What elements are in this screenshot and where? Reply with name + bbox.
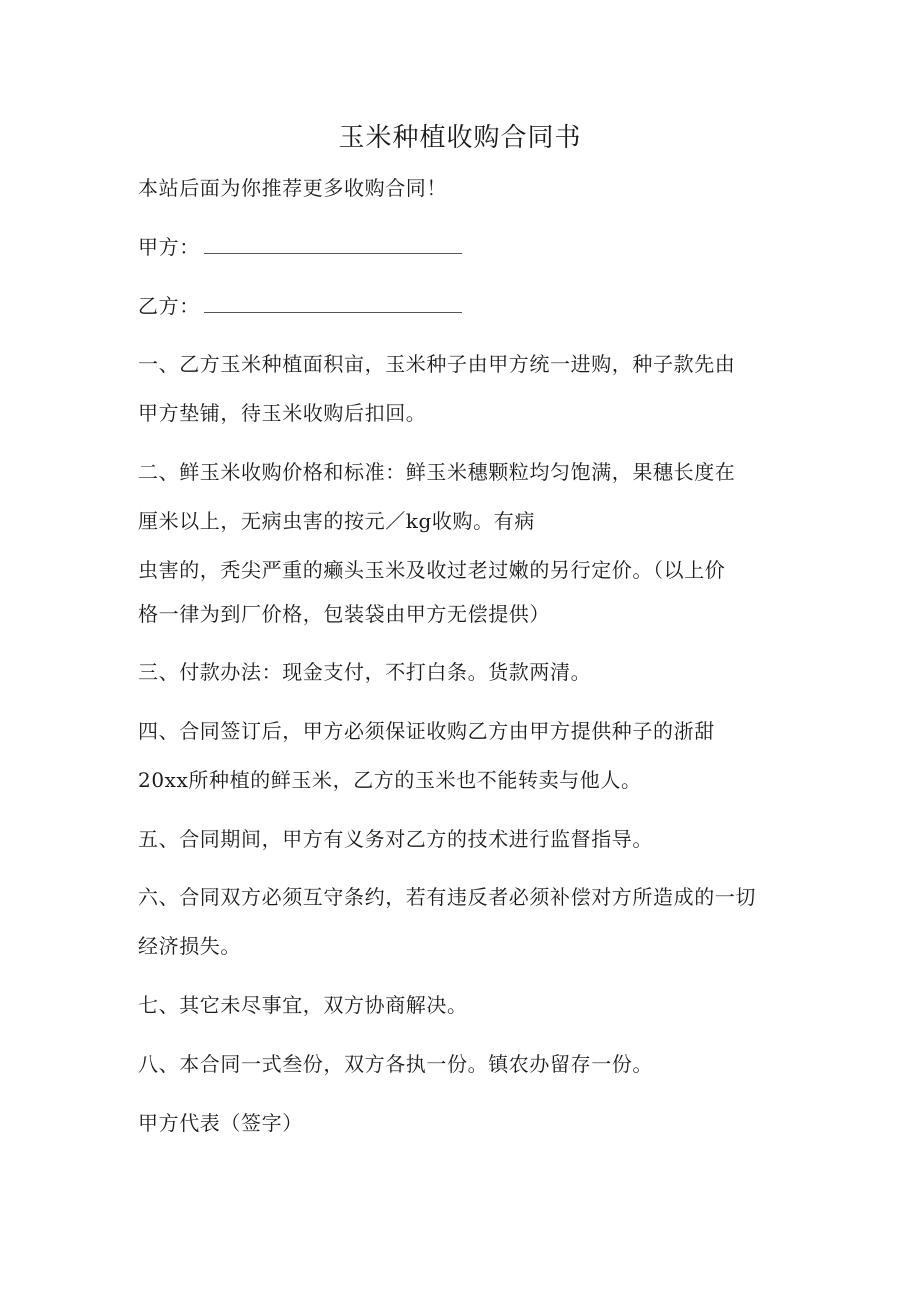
party-a-blank [204,235,462,254]
clause-8: 八、本合同一式叁份，双方各执一份。镇农办留存一份。 [138,1052,653,1076]
party-b-row [138,291,462,321]
signature-party-a: 甲方代表（签字） [138,1111,303,1135]
party-b-label: 乙方： [138,294,200,318]
clause-1-line-1: 一、乙方玉米种植面积亩，玉米种子由甲方统一进购，种子款先由 [138,352,736,376]
clause-5: 五、合同期间，甲方有义务对乙方的技术进行监督指导。 [138,827,653,851]
clause-6-line-2: 经济损失。 [138,934,241,958]
clause-4-line-1: 四、合同签订后，甲方必须保证收购乙方由甲方提供种子的浙甜 [138,719,715,743]
clause-3: 三、付款办法：现金支付，不打白条。货款两清。 [138,660,592,684]
clause-4-line-2: 20xx所种植的鲜玉米，乙方的玉米也不能转卖与他人。 [138,768,642,792]
intro-text: 本站后面为你推荐更多收购合同！ [138,176,447,200]
clause-2-line-1: 二、鲜玉米收购价格和标准：鲜玉米穗颗粒均匀饱满，果穗长度在 [138,460,736,484]
clause-6-line-1: 六、合同双方必须互守条约，若有违反者必须补偿对方所造成的一切 [138,885,756,909]
party-a-label: 甲方： [138,235,200,259]
clause-1-line-2: 甲方垫铺，待玉米收购后扣回。 [138,401,427,425]
document-title: 玉米种植收购合同书 [338,123,582,153]
clause-2-line-4: 格一律为到厂价格，包装袋由甲方无偿提供） [138,602,550,626]
party-b-blank [204,294,462,313]
clause-2-line-2: 厘米以上，无病虫害的按元／kg收购。有病 [138,509,535,533]
party-a-row [138,232,462,262]
clause-7: 七、其它未尽事宜，双方协商解决。 [138,993,468,1017]
clause-2-line-3: 虫害的，秃尖严重的癞头玉米及收过老过嫩的另行定价。（以上价 [138,558,726,582]
